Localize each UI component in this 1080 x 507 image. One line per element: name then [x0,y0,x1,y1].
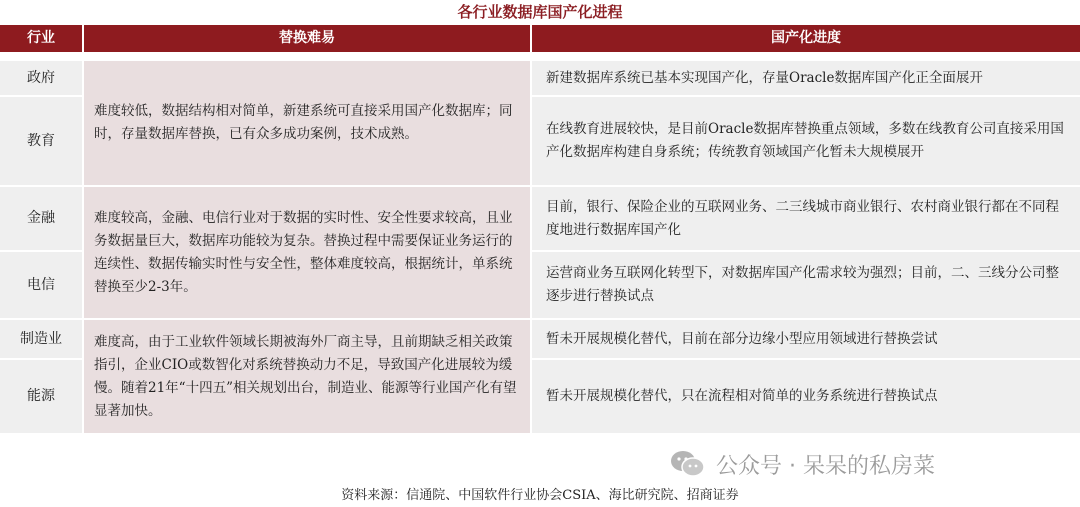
difficulty-cell [84,187,530,318]
source-note: 资料来源：信通院、中国软件行业协会CSIA、海比研究院、招商证券 [341,488,739,503]
progress-text: 在线教育进展较快，是目前Oracle数据库替换重点领域，多数在线教育公司直接采用国产化数据库构建自身系统；传统教育领域国产化暂未大规模展开 [546,121,1064,160]
difficulty-text: 难度较高，金融、电信行业对于数据的实时性、安全性要求较高，且业务数据量巨大，数据库功能较为复杂。替换过程中需要保证业务运行的连续性、数据传输实时性与安全性，整体难度较高，根据统计，单系统替换至少2-3年。 [94,209,513,295]
progress-text: 暂未开展规模化替代，只在流程相对简单的业务系统进行替换试点 [546,388,938,404]
progress-cell [532,97,1080,185]
progress-text: 目前，银行、保险企业的互联网业务、二三线城市商业银行、农村商业银行都在不同程度地进行数据库国产化 [546,198,1059,238]
progress-text: 新建数据库系统已基本实现国产化，存量Oracle数据库国产化正全面展开 [546,69,983,86]
progress-cell [532,61,1080,95]
industry-cell: 电信 [0,252,82,318]
industry-cell: 能源 [0,360,82,433]
industry-cell: 金融 [0,187,82,250]
header-difficulty: 替换难易 [84,25,530,52]
industry-cell: 制造业 [0,320,82,358]
industry-cell: 政府 [0,61,82,95]
wechat-icon [670,449,706,479]
watermark [670,446,1060,482]
progress-cell [532,360,1080,433]
progress-text: 运营商业务互联网化转型下，对数据库国产化需求较为强烈；目前，二、三线分公司整逐步进行替换试点 [546,265,1059,304]
progress-cell [532,320,1080,358]
progress-cell [532,252,1080,318]
header-progress: 国产化进度 [532,25,1080,52]
difficulty-cell [84,61,530,185]
difficulty-text: 难度较低，数据结构相对简单，新建系统可直接采用国产化数据库；同时，存量数据库替换，已有众多成功案例，技术成熟。 [94,103,513,142]
industry-cell: 教育 [0,97,82,185]
progress-cell [532,187,1080,250]
difficulty-cell [84,320,530,433]
table-title: 各行业数据库国产化进程 [457,3,623,21]
difficulty-text: 难度高，由于工业软件领域长期被海外厂商主导，且前期缺乏相关政策指引，企业CIO或数智化对系统替换动力不足，导致国产化进展较为缓慢。随着21年“十四五”相关规划出台，制造业、能源等行业国产化有望显著加快。 [94,333,517,419]
progress-text: 暂未开展规模化替代，目前在部分边缘小型应用领域进行替换尝试 [546,330,938,347]
header-industry: 行业 [0,25,82,52]
watermark-text: 公众号 · 呆呆的私房菜 [716,453,935,479]
